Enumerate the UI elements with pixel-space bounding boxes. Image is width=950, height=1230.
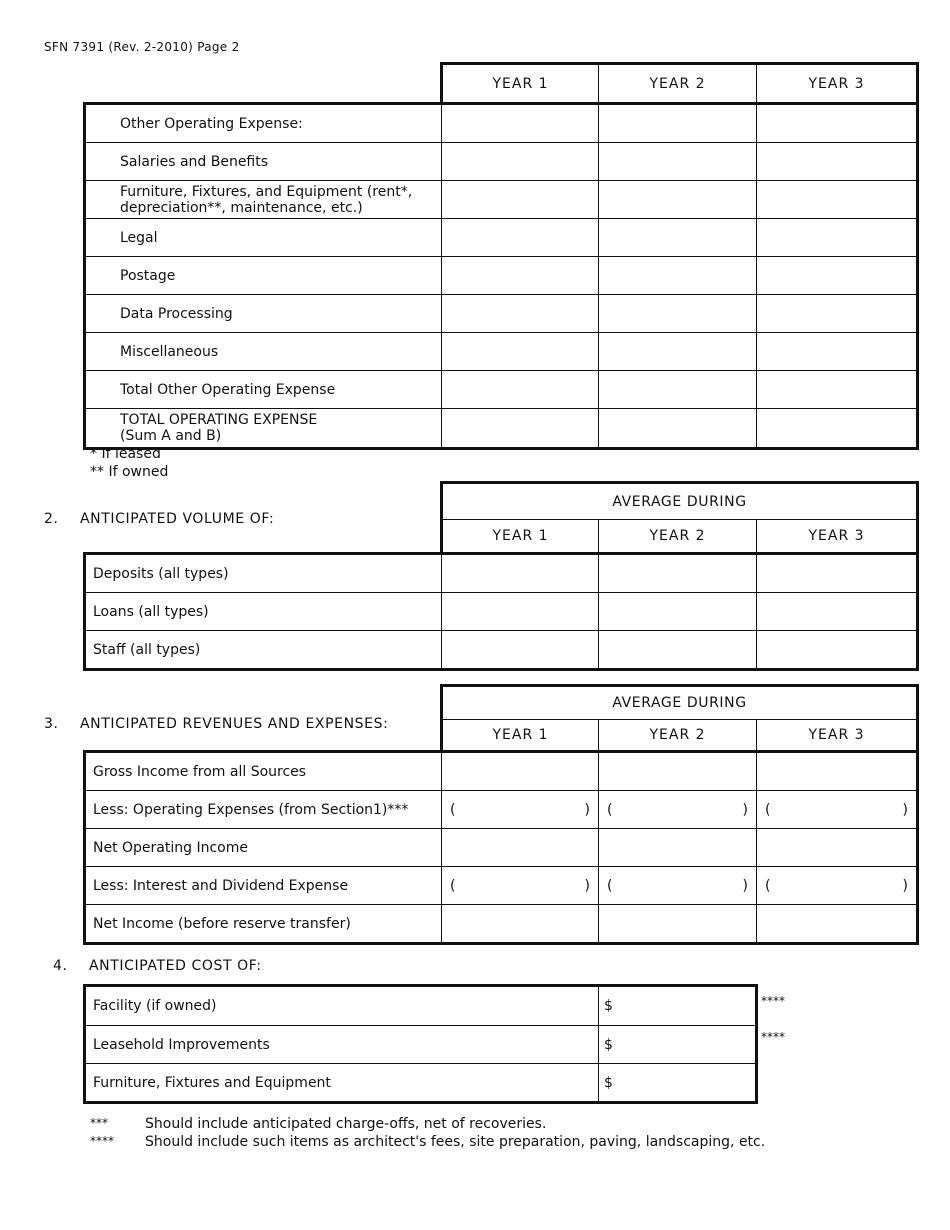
cost-entry[interactable]: $: [599, 1026, 757, 1064]
row-label: Facility (if owned): [85, 986, 599, 1026]
entry-cell[interactable]: [599, 409, 757, 449]
col-year-3: YEAR 3: [757, 720, 918, 752]
row-label: Salaries and Benefits: [85, 143, 442, 181]
paren-open: (: [765, 877, 771, 894]
paren-open: (: [450, 877, 456, 894]
entry-cell[interactable]: [442, 905, 599, 944]
col-year-1: YEAR 1: [442, 720, 599, 752]
paren-close: ): [584, 877, 590, 894]
row-label: Miscellaneous: [85, 333, 442, 371]
row-label: Staff (all types): [85, 631, 442, 670]
entry-cell[interactable]: [599, 143, 757, 181]
row-label: Furniture, Fixtures and Equipment: [85, 1064, 599, 1103]
paren-close: ): [742, 877, 748, 894]
footnote-mark: ****: [761, 994, 785, 1008]
row-label-line: (Sum A and B): [120, 428, 222, 444]
revenue-expense-table: [83, 684, 919, 945]
paren-close: ): [902, 877, 909, 894]
entry-cell[interactable]: [442, 257, 599, 295]
section-number: 2.: [44, 511, 59, 527]
section-title: ANTICIPATED COST OF:: [89, 958, 262, 974]
paren-close: ): [902, 801, 909, 818]
entry-cell[interactable]: [442, 752, 599, 791]
paren-open: (: [607, 877, 613, 894]
entry-cell[interactable]: [757, 371, 918, 409]
entry-cell[interactable]: [757, 631, 918, 670]
entry-cell[interactable]: [757, 219, 918, 257]
col-year-3: YEAR 3: [757, 64, 918, 104]
col-year-3: YEAR 3: [757, 520, 918, 554]
entry-cell[interactable]: [599, 829, 757, 867]
entry-cell[interactable]: [442, 104, 599, 143]
entry-cell[interactable]: [757, 143, 918, 181]
entry-cell[interactable]: [599, 867, 757, 905]
section-title: ANTICIPATED VOLUME OF:: [80, 511, 275, 527]
row-label: Other Operating Expense:: [85, 104, 442, 143]
entry-cell[interactable]: [599, 295, 757, 333]
entry-cell[interactable]: [442, 219, 599, 257]
section-number: 3.: [44, 716, 59, 732]
entry-cell[interactable]: [442, 371, 599, 409]
entry-cell[interactable]: [442, 333, 599, 371]
row-label: Postage: [85, 257, 442, 295]
col-year-2: YEAR 2: [599, 720, 757, 752]
entry-cell[interactable]: [757, 905, 918, 944]
footnote-text: Should include such items as architect's fees, site preparation, paving, landscaping, etc.: [145, 1134, 766, 1150]
entry-cell[interactable]: [442, 791, 599, 829]
col-year-1: YEAR 1: [442, 64, 599, 104]
cost-table: [83, 984, 758, 1104]
col-year-1: YEAR 1: [442, 520, 599, 554]
entry-cell[interactable]: [442, 143, 599, 181]
average-during-header: AVERAGE DURING: [442, 483, 918, 520]
entry-cell[interactable]: [442, 829, 599, 867]
entry-cell[interactable]: [599, 104, 757, 143]
row-label-line: Furniture, Fixtures, and Equipment (rent*,: [120, 183, 413, 200]
entry-cell[interactable]: [599, 371, 757, 409]
row-label: Less: Interest and Dividend Expense: [85, 867, 442, 905]
entry-cell[interactable]: [442, 295, 599, 333]
row-label: Gross Income from all Sources: [85, 752, 442, 791]
entry-cell[interactable]: [442, 593, 599, 631]
row-label: Legal: [85, 219, 442, 257]
entry-cell[interactable]: [757, 181, 918, 219]
entry-cell[interactable]: [442, 554, 599, 593]
form-id: SFN 7391 (Rev. 2-2010) Page 2: [44, 40, 240, 54]
entry-cell[interactable]: [599, 905, 757, 944]
entry-cell[interactable]: [757, 409, 918, 449]
section-title: ANTICIPATED REVENUES AND EXPENSES:: [80, 716, 389, 732]
cost-entry[interactable]: $: [599, 986, 757, 1026]
cost-entry[interactable]: $: [599, 1064, 757, 1103]
entry-cell[interactable]: [757, 295, 918, 333]
col-year-2: YEAR 2: [599, 520, 757, 554]
paren-open: (: [607, 801, 613, 818]
entry-cell[interactable]: [442, 181, 599, 219]
entry-cell[interactable]: [757, 829, 918, 867]
row-label: Less: Operating Expenses (from Section1)***: [85, 791, 442, 829]
entry-cell[interactable]: [599, 593, 757, 631]
note-if-owned: ** If owned: [90, 464, 169, 480]
footnote-text: Should include anticipated charge-offs, net of recoveries.: [145, 1116, 547, 1132]
paren-close: ): [742, 801, 748, 818]
row-label-line: TOTAL OPERATING EXPENSE: [120, 412, 318, 428]
entry-cell[interactable]: [757, 333, 918, 371]
row-label: Deposits (all types): [85, 554, 442, 593]
entry-cell[interactable]: [757, 791, 918, 829]
section-number: 4.: [53, 958, 68, 974]
footnote-mark: ****: [90, 1134, 114, 1148]
row-label: [85, 181, 442, 219]
row-label: Net Operating Income: [85, 829, 442, 867]
row-label: Loans (all types): [85, 593, 442, 631]
footnote-mark: ****: [761, 1030, 785, 1044]
entry-cell[interactable]: [757, 867, 918, 905]
paren-close: ): [584, 801, 590, 818]
paren-open: (: [450, 801, 456, 818]
entry-cell[interactable]: [599, 791, 757, 829]
operating-expense-table: [83, 62, 919, 450]
volume-table: [83, 481, 919, 671]
row-label: Data Processing: [85, 295, 442, 333]
average-during-header: AVERAGE DURING: [442, 686, 918, 720]
paren-open: (: [765, 801, 771, 818]
entry-cell[interactable]: [442, 631, 599, 670]
row-label: [85, 409, 442, 449]
row-label: Total Other Operating Expense: [85, 371, 442, 409]
entry-cell[interactable]: [599, 752, 757, 791]
entry-cell[interactable]: [757, 257, 918, 295]
entry-cell[interactable]: [599, 257, 757, 295]
col-year-2: YEAR 2: [599, 64, 757, 104]
entry-cell[interactable]: [442, 867, 599, 905]
entry-cell[interactable]: [599, 219, 757, 257]
entry-cell[interactable]: [757, 593, 918, 631]
entry-cell[interactable]: [757, 104, 918, 143]
entry-cell[interactable]: [599, 181, 757, 219]
entry-cell[interactable]: [599, 554, 757, 593]
entry-cell[interactable]: [599, 333, 757, 371]
entry-cell[interactable]: [599, 631, 757, 670]
entry-cell[interactable]: [442, 409, 599, 449]
note-if-leased: * If leased: [90, 446, 161, 462]
footnote-mark: ***: [90, 1116, 108, 1130]
entry-cell[interactable]: [757, 752, 918, 791]
row-label-line: depreciation**, maintenance, etc.): [120, 199, 363, 216]
entry-cell[interactable]: [757, 554, 918, 593]
row-label: Net Income (before reserve transfer): [85, 905, 442, 944]
row-label: Leasehold Improvements: [85, 1026, 599, 1064]
